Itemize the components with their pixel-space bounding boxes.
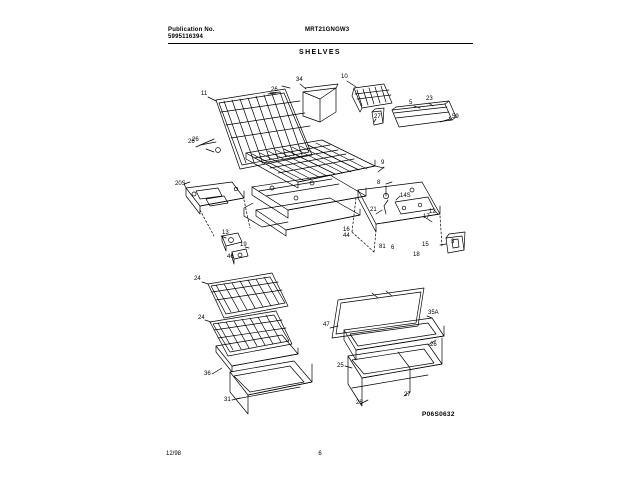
callout: 6 xyxy=(391,245,395,251)
callout: 16 xyxy=(343,227,350,233)
callout: 5 xyxy=(409,100,413,106)
callout: 3 xyxy=(451,239,455,245)
ice-bin xyxy=(303,84,338,122)
callout: 59 xyxy=(452,114,459,120)
callout: 8 xyxy=(377,180,381,186)
publication-label: Publication No. xyxy=(168,27,215,33)
callout: 23 xyxy=(426,96,433,102)
model-number: MRT21GNGW3 xyxy=(305,27,350,33)
diagram-code: P06S0632 xyxy=(422,411,455,418)
callout: 21 xyxy=(370,207,377,213)
callout: 18 xyxy=(413,252,420,258)
ice-maker-tray xyxy=(352,84,392,112)
callout: 34 xyxy=(296,77,303,83)
callout: 47 xyxy=(323,322,330,328)
callout: 25 xyxy=(337,363,344,369)
page-title-text: SHELVES xyxy=(299,49,341,56)
callout: 14S xyxy=(400,193,411,199)
callout: 36 xyxy=(204,371,211,377)
left-control-housing xyxy=(186,182,244,214)
callout: 26 xyxy=(430,342,437,348)
callout: 26 xyxy=(192,137,199,143)
callout: 13 xyxy=(222,230,229,236)
crisper-pan xyxy=(230,361,312,414)
callout: 15 xyxy=(422,242,429,248)
wire-shelf-24b xyxy=(210,311,292,356)
callout: 26 xyxy=(271,87,278,93)
callout: 9 xyxy=(381,160,385,166)
callout: 28 xyxy=(356,400,363,406)
shelf-frame-assembly xyxy=(252,175,366,218)
callout: 31 xyxy=(224,397,231,403)
footer-date: 12/98 xyxy=(166,451,182,457)
callout: 81 xyxy=(379,244,386,250)
callout: 24 xyxy=(198,315,205,321)
lamp-socket xyxy=(446,232,465,253)
publication-number: 5995116394 xyxy=(168,34,204,40)
callout: 44 xyxy=(343,233,350,239)
callout: 10 xyxy=(341,74,348,80)
callout: 11 xyxy=(201,91,208,97)
shelf-rail xyxy=(392,101,456,127)
callout: 46 xyxy=(227,254,234,260)
callout: 27 xyxy=(374,114,381,120)
callout: 24 xyxy=(194,276,201,282)
callout: 17 xyxy=(423,214,430,220)
callout: 26 xyxy=(188,139,195,145)
callout: 35A xyxy=(428,310,439,316)
callout: 20S xyxy=(175,181,186,187)
page-number: 6 xyxy=(318,451,322,457)
callout: 19 xyxy=(240,242,247,248)
meat-pan xyxy=(348,338,442,406)
glass-insert-panel xyxy=(332,288,424,338)
callout: 12 xyxy=(429,209,436,215)
callout: 27 xyxy=(404,392,411,398)
